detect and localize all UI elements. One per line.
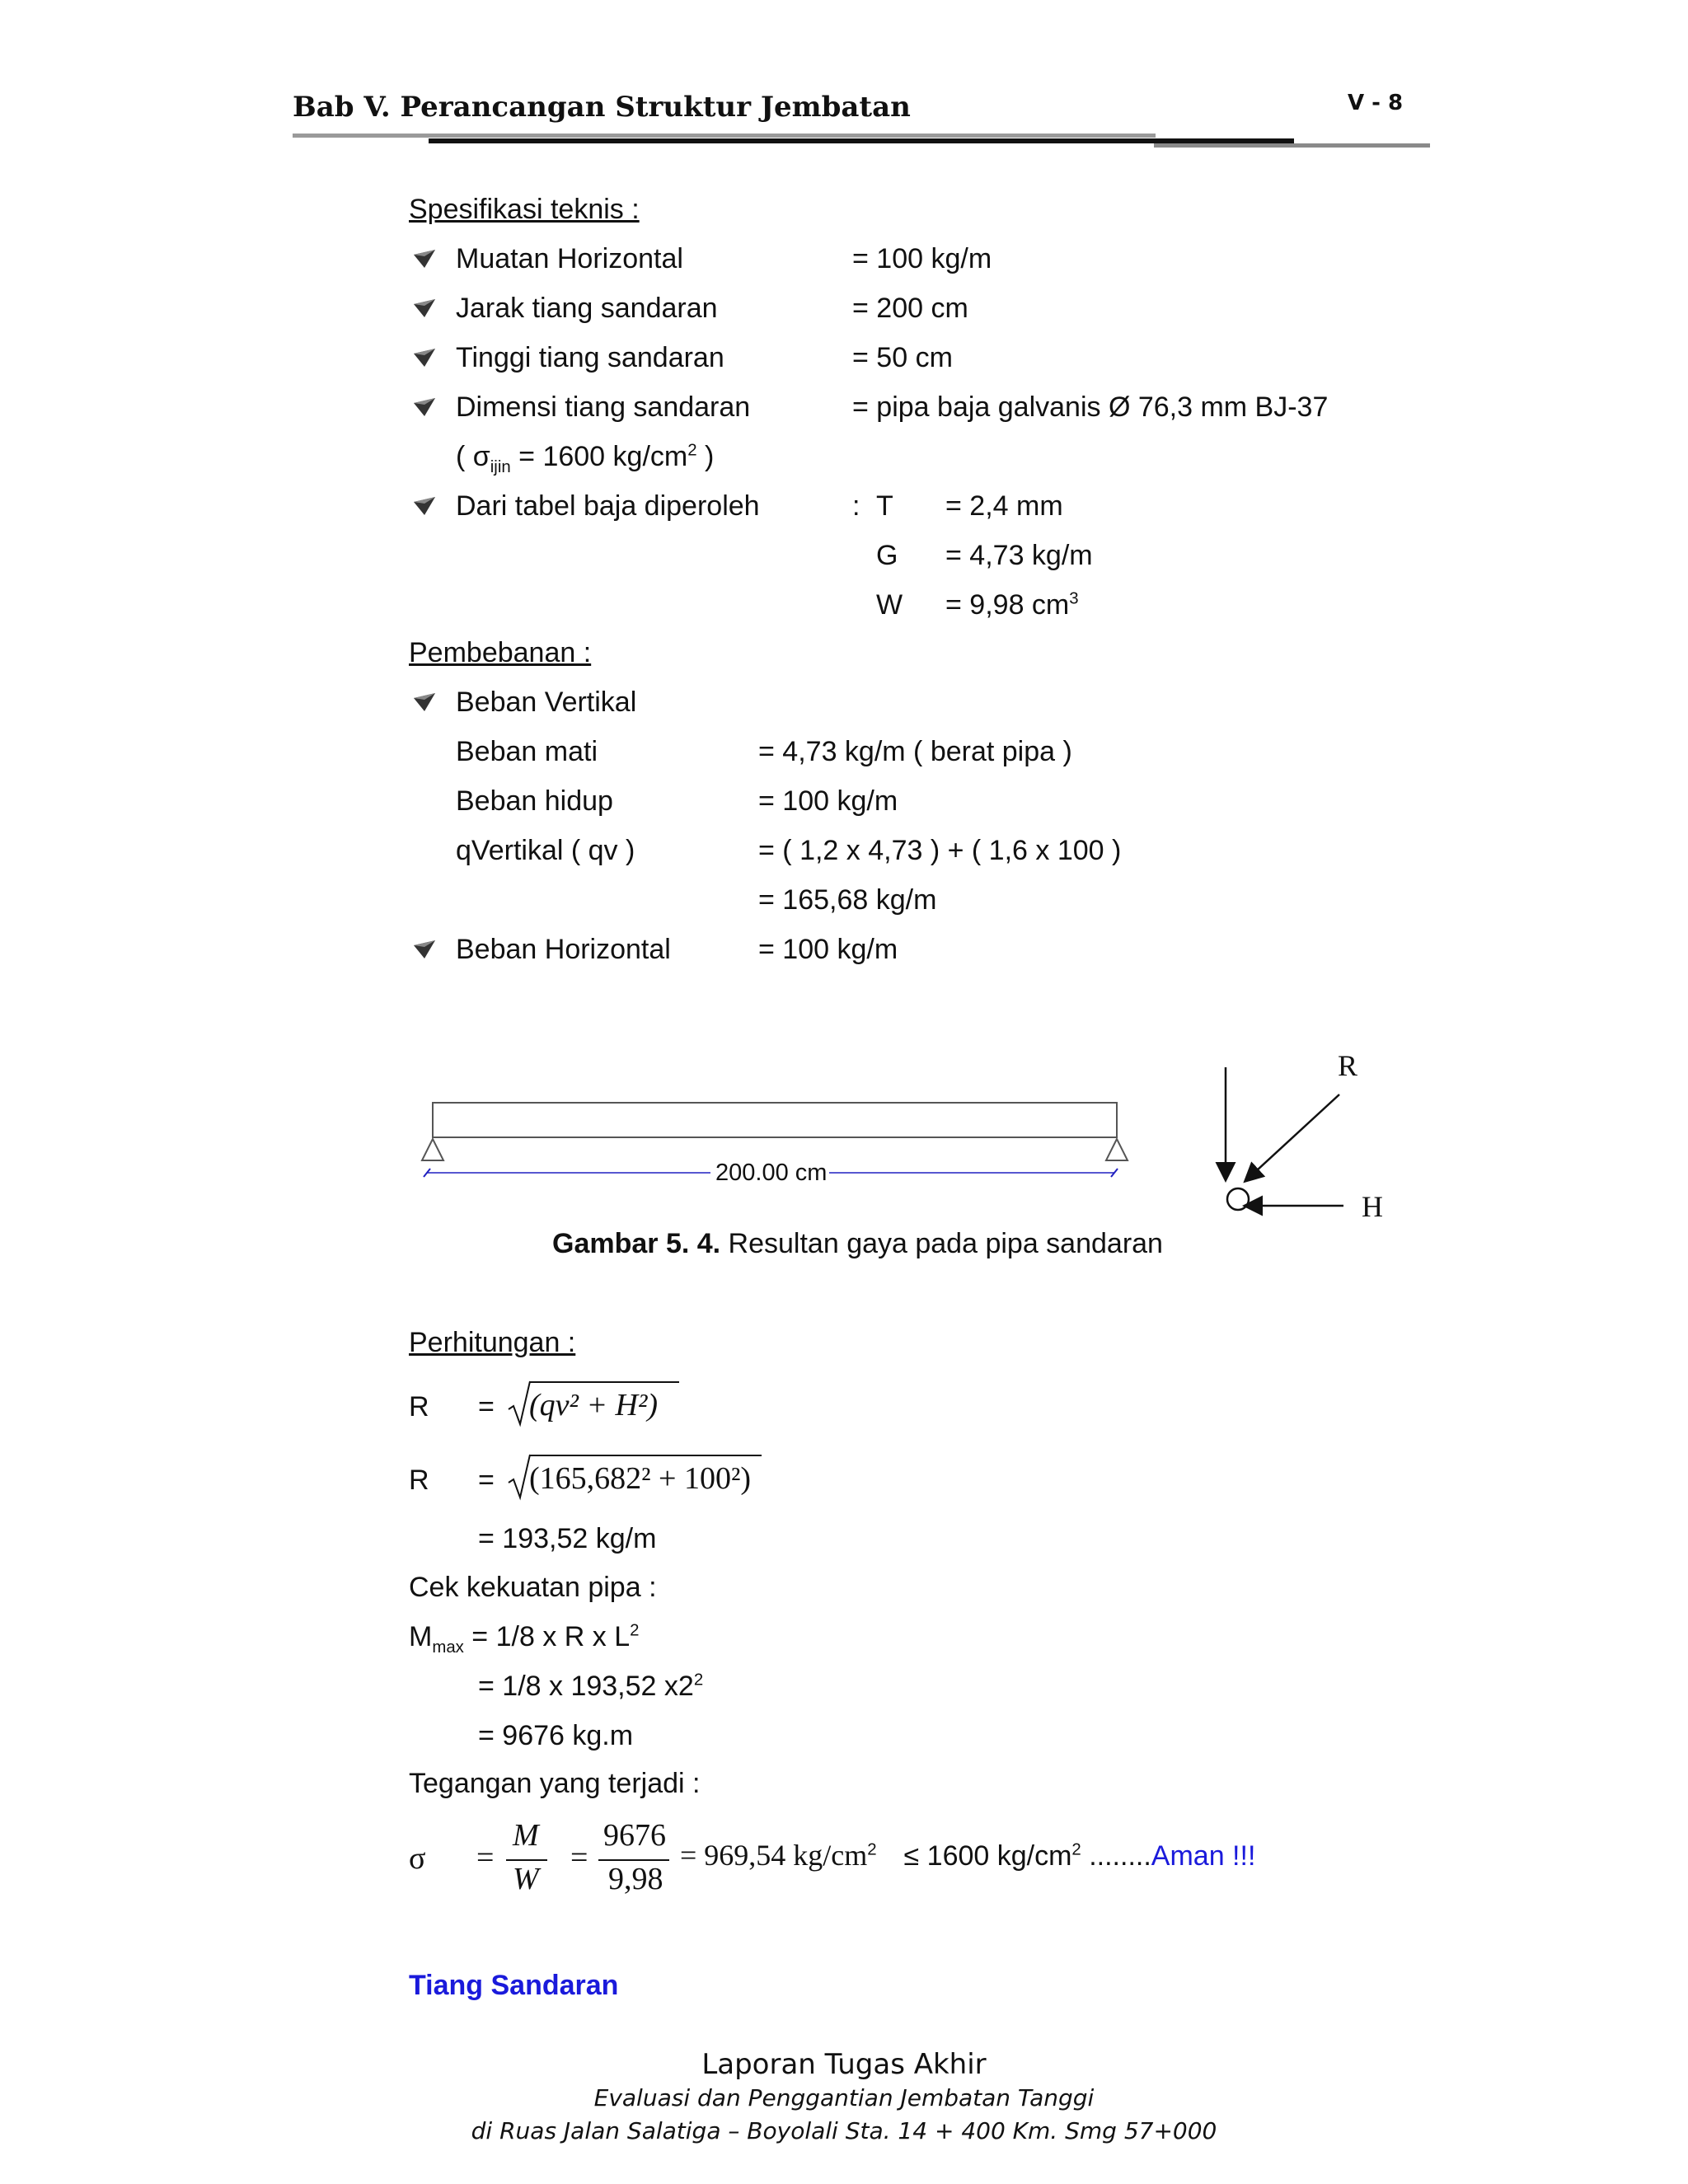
sigma-result-line: = 969,54 $kg/cm^2 \le 1600$ $kg/cm^2$ ........Aman !!! — [680, 1839, 1256, 1872]
sigma-symbol: σ — [409, 1841, 426, 1876]
r2-formula: (165,682² + 100²) — [529, 1461, 752, 1496]
spec-value-jarak: = 200 cm — [852, 293, 968, 324]
load-value-qv-result: = 165,68 kg/m — [758, 884, 937, 916]
next-section-heading: Tiang Sandaran — [409, 1970, 619, 2001]
tegangan-heading: Tegangan yang terjadi : — [409, 1768, 701, 1799]
tabel-val-T: = 2,4 mm — [945, 490, 1063, 522]
support-left — [422, 1139, 443, 1160]
r2-overline — [529, 1455, 762, 1456]
vertical-load-title: Beban Vertikal — [456, 687, 637, 718]
tabel-sym-T: T — [876, 490, 893, 522]
load-label-qv: qVertikal ( qv ) — [456, 835, 635, 866]
force-R-label: R — [1338, 1049, 1358, 1082]
r1-overline — [529, 1381, 679, 1383]
spec-value-muatan: = 100 kg/m — [852, 243, 992, 274]
load-value-mati: = 4,73 kg/m ( berat pipa ) — [758, 736, 1072, 767]
tabel-sym-G: G — [876, 540, 898, 571]
spec-heading: Spesifikasi teknis : — [409, 194, 640, 225]
page-number: V - 8 — [1348, 91, 1404, 115]
spec-value-tinggi: = 50 cm — [852, 342, 953, 373]
load-heading: Pembebanan : — [409, 637, 592, 668]
bullet-icon — [412, 393, 437, 418]
beam-dimension-label: 200.00 cm — [715, 1160, 828, 1186]
tabel-label: Dari tabel baja diperoleh — [456, 490, 760, 522]
tabel-sym-W: W — [876, 589, 903, 621]
bullet-icon — [412, 245, 437, 269]
force-H-label: H — [1362, 1190, 1383, 1223]
sqrt-sign — [507, 1451, 532, 1501]
r2-symbol: R — [409, 1465, 429, 1496]
bullet-icon — [412, 344, 437, 368]
footer-title: Laporan Tugas Akhir — [701, 2048, 987, 2081]
mmax-line3: = 9676 kg.m — [478, 1720, 634, 1751]
frac2-denominator: 9,98 — [608, 1862, 663, 1896]
spec-label-jarak: Jarak tiang sandaran — [456, 293, 718, 324]
tabel-val-W: = 9,98 $cm^3$ — [945, 589, 1079, 621]
bullet-icon — [412, 294, 437, 319]
header-rule-grey — [293, 134, 1156, 138]
figure-caption: Gambar 5. 4. Resultan gaya pada pipa sandaran — [552, 1228, 1163, 1259]
frac1-numerator: M — [513, 1818, 539, 1853]
r2-equals: = — [478, 1465, 495, 1496]
r1-formula: (qv² + H²) — [529, 1388, 659, 1422]
mmax-line1: $M_{max} = 1/8$ x R x $L^2$ — [409, 1621, 640, 1657]
spec-label-dimensi: Dimensi tiang sandaran — [456, 391, 751, 423]
spec-value-dimensi: = pipa baja galvanis Ø 76,3 mm BJ-37 — [852, 391, 1329, 423]
spec-label-muatan: Muatan Horizontal — [456, 243, 683, 274]
sigma-equals-2: = — [570, 1840, 588, 1875]
sigma-equals-1: = — [476, 1840, 495, 1875]
tabel-colon: : — [852, 490, 860, 522]
cek-heading: Cek kekuatan pipa : — [409, 1572, 657, 1603]
resultant-force-arrow — [1246, 1094, 1339, 1180]
frac1-denominator: W — [513, 1862, 539, 1896]
load-label-hidup: Beban hidup — [456, 785, 613, 817]
beam — [433, 1103, 1117, 1137]
load-label-mati: Beban mati — [456, 736, 598, 767]
sigma-ijin-line: ( $\sigma_{ijin} = 1600$ $kg/cm^2$ ) — [456, 441, 715, 476]
sqrt-sign — [507, 1378, 532, 1427]
footer-subtitle: Evaluasi dan Penggantian Jembatan Tanggi — [593, 2084, 1095, 2111]
horizontal-load-label: Beban Horizontal — [456, 934, 671, 965]
r-result: = 193,52 kg/m — [478, 1523, 657, 1554]
support-right — [1106, 1139, 1128, 1160]
bullet-icon — [412, 935, 437, 960]
bullet-icon — [412, 688, 437, 713]
bullet-icon — [412, 492, 437, 517]
calc-heading: Perhitungan : — [409, 1327, 576, 1358]
r1-symbol: R — [409, 1391, 429, 1422]
pipe-section-circle — [1227, 1188, 1249, 1210]
frac2-numerator: 9676 — [603, 1818, 666, 1853]
horizontal-load-value: = 100 kg/m — [758, 934, 898, 965]
chapter-title: Bab V. Perancangan Struktur Jembatan — [293, 91, 911, 124]
footer-location: di Ruas Jalan Salatiga – Boyolali Sta. 14 + 400 Km. Smg 57+000 — [471, 2117, 1217, 2144]
r1-equals: = — [478, 1391, 495, 1422]
spec-label-tinggi: Tinggi tiang sandaran — [456, 342, 724, 373]
load-value-hidup: = 100 kg/m — [758, 785, 898, 817]
header-rule-grey-2 — [1154, 143, 1430, 148]
tabel-val-G: = 4,73 kg/m — [945, 540, 1093, 571]
mmax-line2: = 1/8 x 193,52 $x2^2$ — [478, 1671, 704, 1702]
load-value-qv: = ( 1,2 x 4,73 ) + ( 1,6 x 100 ) — [758, 835, 1122, 866]
